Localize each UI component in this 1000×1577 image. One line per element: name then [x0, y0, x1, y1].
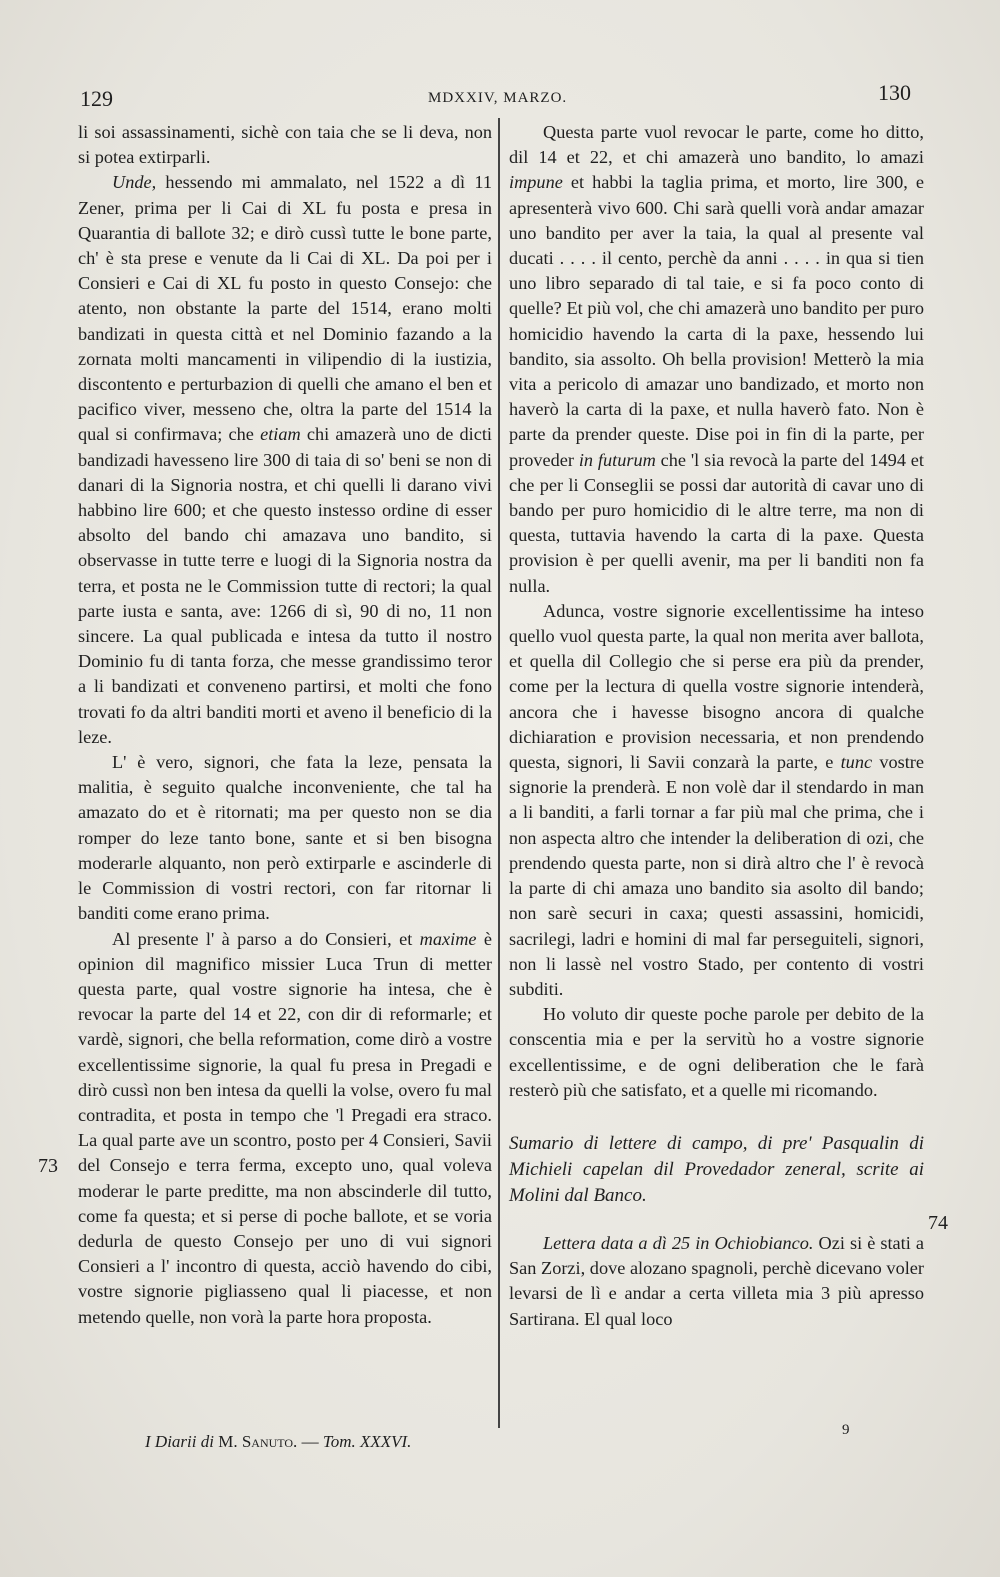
running-title: MDXXIV, MARZO.: [428, 90, 568, 106]
italic-word: etiam: [260, 424, 301, 445]
page-number-left: 129: [80, 86, 113, 111]
letter-heading: Lettera data a dì 25 in Ochiobianco.: [543, 1232, 814, 1253]
paragraph: L' è vero, signori, che fata la leze, pensata la malitia, è seguito qualche inconveniente, che tal ha amazato do et è ritornati; ma per questo non se dia romper do leze tanto bone, sante et si ben bisogna moderarle alquanto, non però extirparle e ascinderle di le Commission di vostri rectori, con far ritornar li banditi come erano prima.: [78, 752, 492, 924]
footer-signature: I Diarii di M. Sanuto. — Tom. XXXVI.: [145, 1432, 412, 1451]
paragraph: Adunca, vostre signorie excellentissime ha inteso quello vuol questa parte, la qual non merita aver ballota, et quella dil Collegio che si perse era più da prender, come per la lectura di quella vostre signorie intenderà, ancora che i havesse bisogno ancora di qualche dichiaration e provision necessaria, et non prendendo questa, signori, li Savii conzarà la parte, e tunc vostre signorie la prenderà. E non volè dar il stendardo in man a li banditi, a farli tornar a far più mal che prima, che i non aspecta altro che intender la deliberation di ozi, che prendendo questa parte, non si dirà altro che l' è revocà la parte di chi amaza uno bandito sia asolto dil bando; non sarè securi in caxa; questi assassini, homicidi, sacrilegi, ladri e homini di mal far perseguiteli, signori, non li lassè nel vostro Stado, per contento di vostri subditi.: [509, 600, 925, 999]
paragraph: Ho voluto dir queste poche parole per debito de la conscentia mia e per la servitù ho a vostre signorie excellentissime, e de ogni deliberation che le farà resterò più che satisfato, et a quelle mi ricomando.: [509, 1004, 924, 1100]
paragraph: Lettera data a dì 25 in Ochiobianco. Ozi si è stati a San Zorzi, dove alozano spagnoli, perchè dicevano voler levarsi de lì e andar a certa villeta mia 3 più apresso Sartirana. El qual loco: [509, 1232, 924, 1329]
italic-word: in futurum: [578, 449, 656, 470]
paragraph: li soi assassinamenti, sichè con taia che se li deva, non si potea extirparli.: [78, 122, 492, 168]
column-divider: [498, 118, 500, 1428]
italic-word: maxime: [419, 928, 477, 949]
left-column: [78, 120, 492, 1330]
paragraph: Al presente l' à parso a do Consieri, et maxime è opinion dil magnifico missier Luca Trun di metter questa parte, qual vostre signorie ha intesa, che è revocar la parte del 14 et 22, con dir di reformarle; et vardè, signori, che bella reformation, come dirò a vostre excellentissime signorie, la qual fu presa in Pregadi e dirò cussì non ben intesa da quelli la volse, overo fu mal contradita, et posta in tempo che 'l Pregadi era straco. La qual parte ave un scontro, posto per 4 Consieri, Savii del Consejo e terra ferma, excepto uno, qual voleva moderar le parte preditte, ma non abscinderle dil tutto, come fa questa; et si perse di poche ballote, et se voria dedurla de questo Consejo per uno di vui signori Consieri a l' incontro di questa, acciò havendo do cibi, vostre signorie pigliasseno qual li piacesse, et non metendo quelle, non vorà la parte hora proposta.: [78, 928, 492, 1327]
page-number-right: 130: [878, 80, 911, 105]
paragraph: Unde, hessendo mi ammalato, nel 1522 a dì 11 Zener, prima per li Cai di XL fu posta e presa in Quarantia di ballote 32; e dirò cussì tutte le bone parte, ch' è sta prese e venute da li Cai di XL. Da poi per i Consieri e Cai di XL fu posto in questo Consejo: che atento, non obstante la parte del 1514, erano molti bandizati in questa città et nel Dominio fazando a la zornata molti mancamenti in vilipendio di la iustizia, discontento e perturbazion di quelli che amano el ben et pacifico viver, messeno che, oltra la parte del 1514 la qual si confirmava; che etiam chi amazerà uno de dicti bandizadi havesseno lire 300 di taia di so' beni se non di danari di la Signoria nostra, et chi quelli li darano vivi habbino lire 600; et che questo instesso ordine di esser absolto del bando chi amazava uno bandito, si observasse in tutte terre e luogi di la Signoria nostra da terra, et posta ne le Commission tutte di rectori; la qual parte iusta e santa, ave: 1266 di sì, 90 di no, 11 non sincere. La qual publicada e intesa da tutto il nostro Dominio fu di tanta forza, che messe grandissimo teror a li bandizati et conveneno partirsi, et molti che fono trovati fo da altri banditi morti et aveno il beneficio di la leze.: [78, 172, 493, 747]
italic-word: Unde,: [112, 172, 157, 193]
margin-number-left: 73: [38, 1155, 58, 1177]
margin-number-right: 74: [928, 1212, 948, 1234]
page-footer: [0, 1422, 1000, 1462]
right-column: [509, 120, 924, 1332]
italic-word: impune: [509, 172, 563, 193]
section-heading: Sumario di lettere di campo, di pre' Pasqualin di Michieli capelan dil Provedador zeneral, scrite ai Molini dal Banco.: [509, 1132, 924, 1206]
running-header: [0, 80, 1000, 110]
paragraph: Questa parte vuol revocar le parte, come ho ditto, dil 14 et 22, et chi amazerà uno bandito, lo amazi impune et habbi la taglia prima, et morto, lire 300, e apresenterà vivo 600. Chi sarà quelli vorà andar amazar uno bandito per aver la taia, la qual al presente val ducati . . . . il cento, perchè da anni . . . . in qua si tien uno libro separado di tal taie, e si fa poco conto di quelle? Et più vol, che chi amazerà uno bandito per puro homicidio havendo la carta di la paxe, hessendo lui bandito, sia assolto. Oh bella provision! Metterò la mia vita a pericolo di amazar uno bandizado, et morto non haverò la carta di la paxe, et nulla haverò fato. Non è parte da prender queste. Dise poi in fin di la parte, per proveder in futurum che 'l sia revocà la parte del 1494 et che per li Conseglii se possi dar autorità di cavar uno di bando per puro homicidio di le altre terre, ma non di questa, tuttavia havendo la carta di la paxe. Questa provision è per quelli avenir, ma per li banditi non fa nulla.: [509, 122, 925, 596]
italic-word: tunc: [840, 752, 873, 773]
sheet-number: 9: [842, 1422, 850, 1438]
